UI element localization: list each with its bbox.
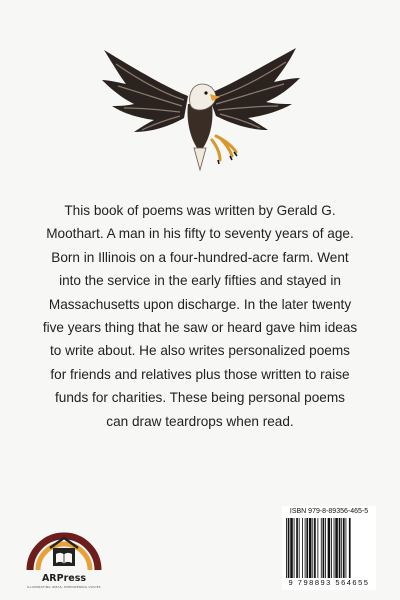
blurb-line: into the service in the early fifties and stayed in [59,273,341,289]
barcode-stripe [346,518,347,578]
barcode-stripe [306,518,308,578]
eagle-eye [204,91,207,94]
barcode-stripe [302,518,303,578]
back-cover-blurb [42,199,358,433]
barcode-stripe [305,518,306,578]
barcode-stripe [335,518,338,578]
isbn-barcode [282,506,376,590]
barcode-stripe [321,518,322,578]
publisher-logo [24,508,104,578]
publisher-name: ARPress [41,573,87,584]
barcode-stripe [325,518,326,578]
barcode-stripe [288,518,290,578]
publisher-tagline: ILLUMINATING IDEAS, EMPOWERING VOICES [27,585,101,589]
barcode-stripe [339,518,341,578]
eagle-illustration [96,44,306,174]
blurb-line: can draw teardrops when read. [106,413,294,429]
blurb-line: Massachusetts upon discharge. In the later twenty [48,296,352,312]
blurb-line: for friends and relatives plus those written to raise [50,366,350,382]
barcode-stripe [334,518,335,578]
barcode-stripe [323,518,325,578]
barcode-stripe [331,518,332,578]
barcode-stripe [328,518,331,578]
barcode-bars [286,518,372,578]
eagle-left-wing [102,50,188,132]
barcode-stripe [341,518,342,578]
barcode-stripe [312,518,313,578]
barcode-stripe [299,518,300,578]
blurb-line: Moothart. A man in his fifty to seventy years of age. [46,226,354,242]
barcode-stripe [314,518,316,578]
blurb-line: This book of poems was written by Gerald G. [64,203,336,218]
eagle-tail [194,148,206,170]
barcode-stripe [317,518,318,578]
barcode-stripe [343,518,345,578]
barcode-stripe [296,518,298,578]
blurb-line: to write about. He also writes personalized poems [50,343,350,359]
blurb-line: five years thing that he saw or heard gave him ideas [42,320,358,336]
eagle-right-wing [208,48,300,130]
blurb-line: funds for charities. These being personal poems [55,390,345,406]
eagle-body [188,104,213,152]
barcode-stripe [349,518,351,578]
barcode-stripe [309,518,312,578]
barcode-stripe [290,518,293,578]
barcode-stripe [294,518,295,578]
isbn-label: ISBN 979-8-89356-465-5 [289,508,369,515]
blurb-line: Born in Illinois on a four-hundred-acre farm. Went [51,249,349,265]
barcode-number: 9 798893 564655 [288,578,370,587]
eagle-talons [212,136,236,160]
barcode-stripe [286,518,287,578]
